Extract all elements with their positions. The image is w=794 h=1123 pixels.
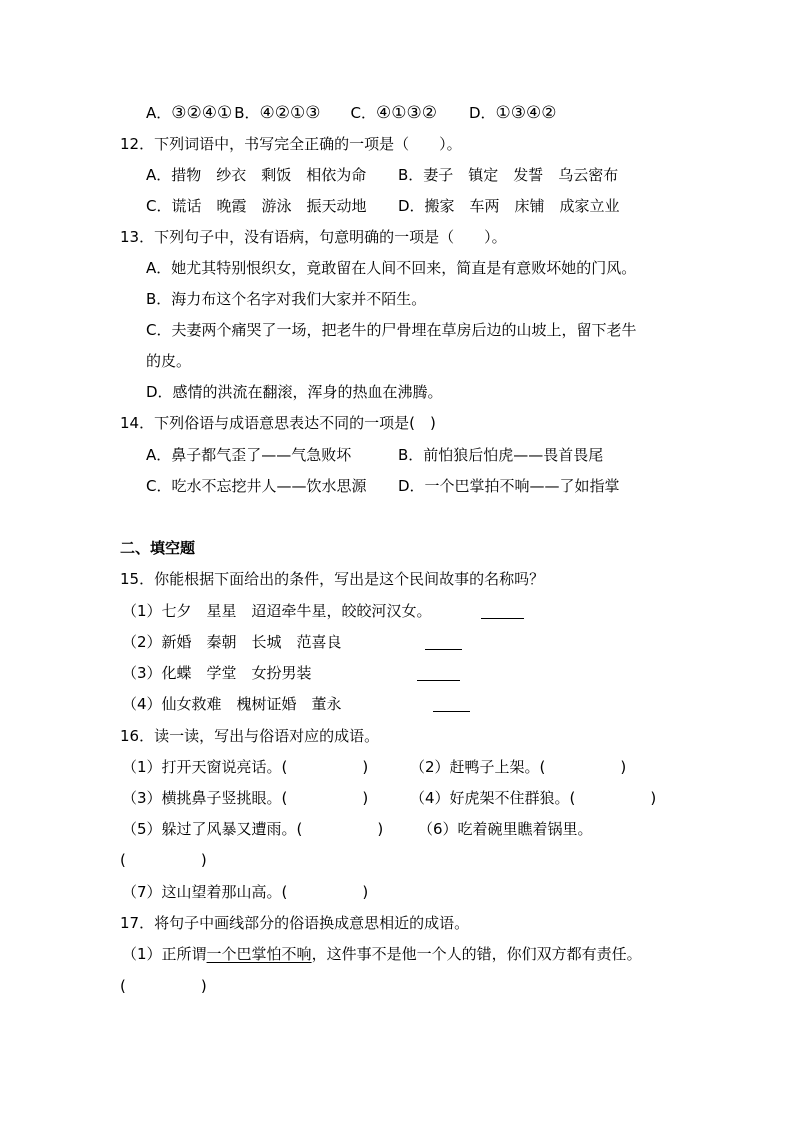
q12-option-a: A．措物 纱衣 剩饭 相依为命 — [146, 166, 367, 184]
q16-item-6-answer[interactable]: ( ) — [120, 851, 207, 869]
q15-item-3: （3）化蝶 学堂 女扮男装 — [122, 664, 312, 682]
q16-item-3: （3）横挑鼻子竖挑眼。( ) — [122, 789, 369, 807]
q11-options — [146, 103, 556, 123]
q12-option-d: D．搬家 车两 床铺 成家立业 — [398, 197, 620, 215]
q16-item-6: （6）吃着碗里瞧着锅里。 — [418, 820, 593, 838]
q11-option-d-text: ①③④② — [495, 103, 557, 123]
q11-option-a-label: A． — [146, 104, 172, 122]
q15-item-4: （4）仙女救难 槐树证婚 董永 — [122, 695, 342, 713]
q15-item-1: （1）七夕 星星 迢迢牵牛星，皎皎河汉女。 — [122, 602, 432, 620]
q14-option-a: A．鼻子都气歪了——气急败坏 — [146, 446, 352, 464]
q17-item-1-underlined-proverb: 一个巴掌怕不响 — [206, 945, 312, 963]
q17-stem: 17．将句子中画线部分的俗语换成意思相近的成语。 — [120, 914, 470, 932]
q17-item-1-prefix: （1）正所谓 — [122, 945, 207, 963]
q14-option-d: D．一个巴掌拍不响——了如指掌 — [398, 477, 620, 495]
q16-item-2: （2）赶鸭子上架。( ) — [410, 758, 627, 776]
q17-item-1 — [122, 944, 642, 964]
q16-item-1: （1）打开天窗说亮话。( ) — [122, 758, 369, 776]
q15-item-1-blank[interactable] — [481, 604, 524, 619]
q11-option-c-text: ④①③② — [375, 103, 437, 123]
q13-stem: 13．下列句子中，没有语病，句意明确的一项是（ ）。 — [120, 228, 507, 246]
q15-item-2-blank[interactable] — [425, 635, 462, 650]
q15-stem: 15．你能根据下面给出的条件，写出是这个民间故事的名称吗？ — [120, 570, 545, 588]
q12-stem: 12．下列词语中，书写完全正确的一项是（ ）。 — [120, 135, 462, 153]
q13-option-b: B．海力布这个名字对我们大家并不陌生。 — [146, 290, 427, 308]
q15-item-3-blank[interactable] — [417, 666, 460, 681]
q13-option-d: D．感情的洪流在翻滚，浑身的热血在沸腾。 — [146, 383, 443, 401]
q11-option-b-text: ④②①③ — [259, 103, 321, 123]
q13-option-c-line2: 的皮。 — [146, 352, 192, 370]
q16-item-7: （7）这山望着那山高。( ) — [122, 883, 369, 901]
q14-option-b: B．前怕狼后怕虎——畏首畏尾 — [398, 446, 604, 464]
q15-item-2: （2）新婚 秦朝 长城 范喜良 — [122, 633, 342, 651]
q16-stem: 16．读一读，写出与俗语对应的成语。 — [120, 727, 380, 745]
q16-item-4: （4）好虎架不住群狼。( ) — [410, 789, 657, 807]
q17-item-1-answer[interactable]: ( ) — [120, 977, 207, 995]
q14-option-c: C．吃水不忘挖井人——饮水思源 — [146, 477, 367, 495]
q15-item-4-blank[interactable] — [433, 697, 470, 712]
q11-option-d-label: D． — [468, 104, 496, 122]
q11-option-a-text: ③②④① — [171, 103, 233, 123]
q12-option-b: B．妻子 镇定 发誓 乌云密布 — [398, 166, 619, 184]
q17-item-1-suffix: ，这件事不是他一个人的错，你们双方都有责任。 — [311, 945, 642, 963]
q13-option-c-line1: C．夫妻两个痛哭了一场，把老牛的尸骨埋在草房后边的山坡上，留下老牛 — [146, 321, 637, 339]
q11-option-c-label: C． — [350, 104, 376, 122]
q16-item-5: （5）躲过了风暴又遭雨。( ) — [122, 820, 384, 838]
q13-option-a: A．她尤其特别恨织女，竟敢留在人间不回来，简直是有意败坏她的门风。 — [146, 259, 637, 277]
q11-option-b-label: B． — [234, 104, 260, 122]
q14-stem: 14．下列俗语与成语意思表达不同的一项是( ) — [120, 414, 436, 432]
q12-option-c: C．谎话 晚霞 游泳 振天动地 — [146, 197, 367, 215]
section-title-fill-in: 二、填空题 — [120, 539, 196, 557]
